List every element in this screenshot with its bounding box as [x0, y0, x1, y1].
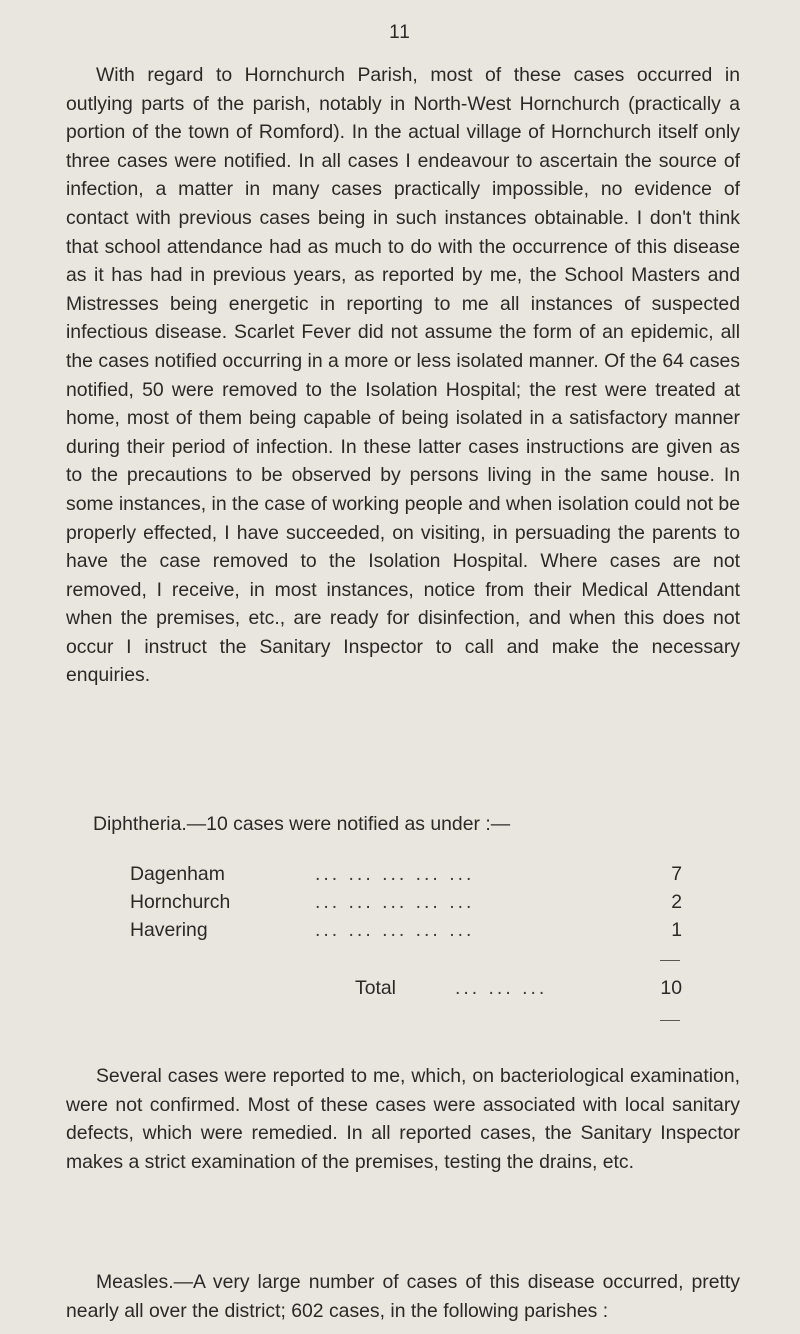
table-row: [130, 891, 682, 919]
paragraph-bacteriological-text: Several cases were reported to me, which, on bacteriological examination, were not confirmed. Most of these cases were associated with local sanitary defects, which were remedied. In all reported cases, the Sanitary Inspector makes a strict examination of the premises, testing the drains, etc.: [66, 1065, 740, 1173]
dot-leaders: ... ... ... ... ...: [315, 919, 475, 941]
dot-leaders: ... ... ... ... ...: [315, 891, 475, 913]
sum-rule: [660, 960, 680, 961]
table-row: [130, 919, 682, 947]
row-place: Havering: [130, 919, 208, 941]
row-count: 1: [671, 919, 682, 941]
paragraph-bacteriological: [66, 1062, 740, 1176]
total-label: Total: [355, 977, 396, 999]
total-rule: [660, 1020, 680, 1021]
dot-leaders: ... ... ... ... ...: [315, 863, 475, 885]
dot-leaders: ... ... ...: [455, 977, 548, 999]
total-count: 10: [660, 977, 682, 999]
paragraph-measles-text: Measles.—A very large number of cases of this disease occurred, pretty nearly all over the district; 602 cases, in the following parishes :: [66, 1271, 740, 1322]
table-row: [130, 863, 682, 891]
row-place: Hornchurch: [130, 891, 231, 913]
row-count: 7: [671, 863, 682, 885]
page-number: 11: [389, 22, 411, 43]
row-place: Dagenham: [130, 863, 225, 885]
paragraph-hornchurch-text: With regard to Hornchurch Parish, most of these cases occurred in outlying parts of the parish, notably in North-West Hornchurch (practically a portion of the town of Romford). In the actual village of Hornchurch itself only three cases were notified. In all cases I endeavour to ascertain the source of infection, a matter in many cases practically impossible, no evidence of contact with previous cases being in such instances obtainable. I don't think that school attendance had as much to do with the occurrence of this disease as it has had in previous years, as reported by me, the School Masters and Mistresses being energetic in reporting to me all instances of suspected infectious disease. Scarlet Fever did not assume the form of an epidemic, all the cases notified occurring in a more or less isolated manner. Of the 64 cases notified, 50 were removed to the Isolation Hospital; the rest were treated at home, most of them being capable of being isolated in a satisfactory manner during their period of infection. In these latter cases instructions are given as to the precautions to be observed by persons living in the same house. In some instances, in the case of working people and when isolation could not be properly effected, I have succeeded, on visiting, in persuading the parents to have the case removed to the Isolation Hospital. Where cases are not removed, I receive, in most instances, notice from their Medical Attendant when the premises, etc., are ready for disinfection, and when this does not occur I instruct the Sanitary Inspector to call and make the necessary enquiries.: [66, 64, 740, 687]
paragraph-hornchurch: [66, 61, 740, 690]
diphtheria-heading: Diphtheria.—10 cases were notified as under :—: [93, 813, 511, 835]
paragraph-measles: [66, 1268, 740, 1325]
row-count: 2: [671, 891, 682, 913]
